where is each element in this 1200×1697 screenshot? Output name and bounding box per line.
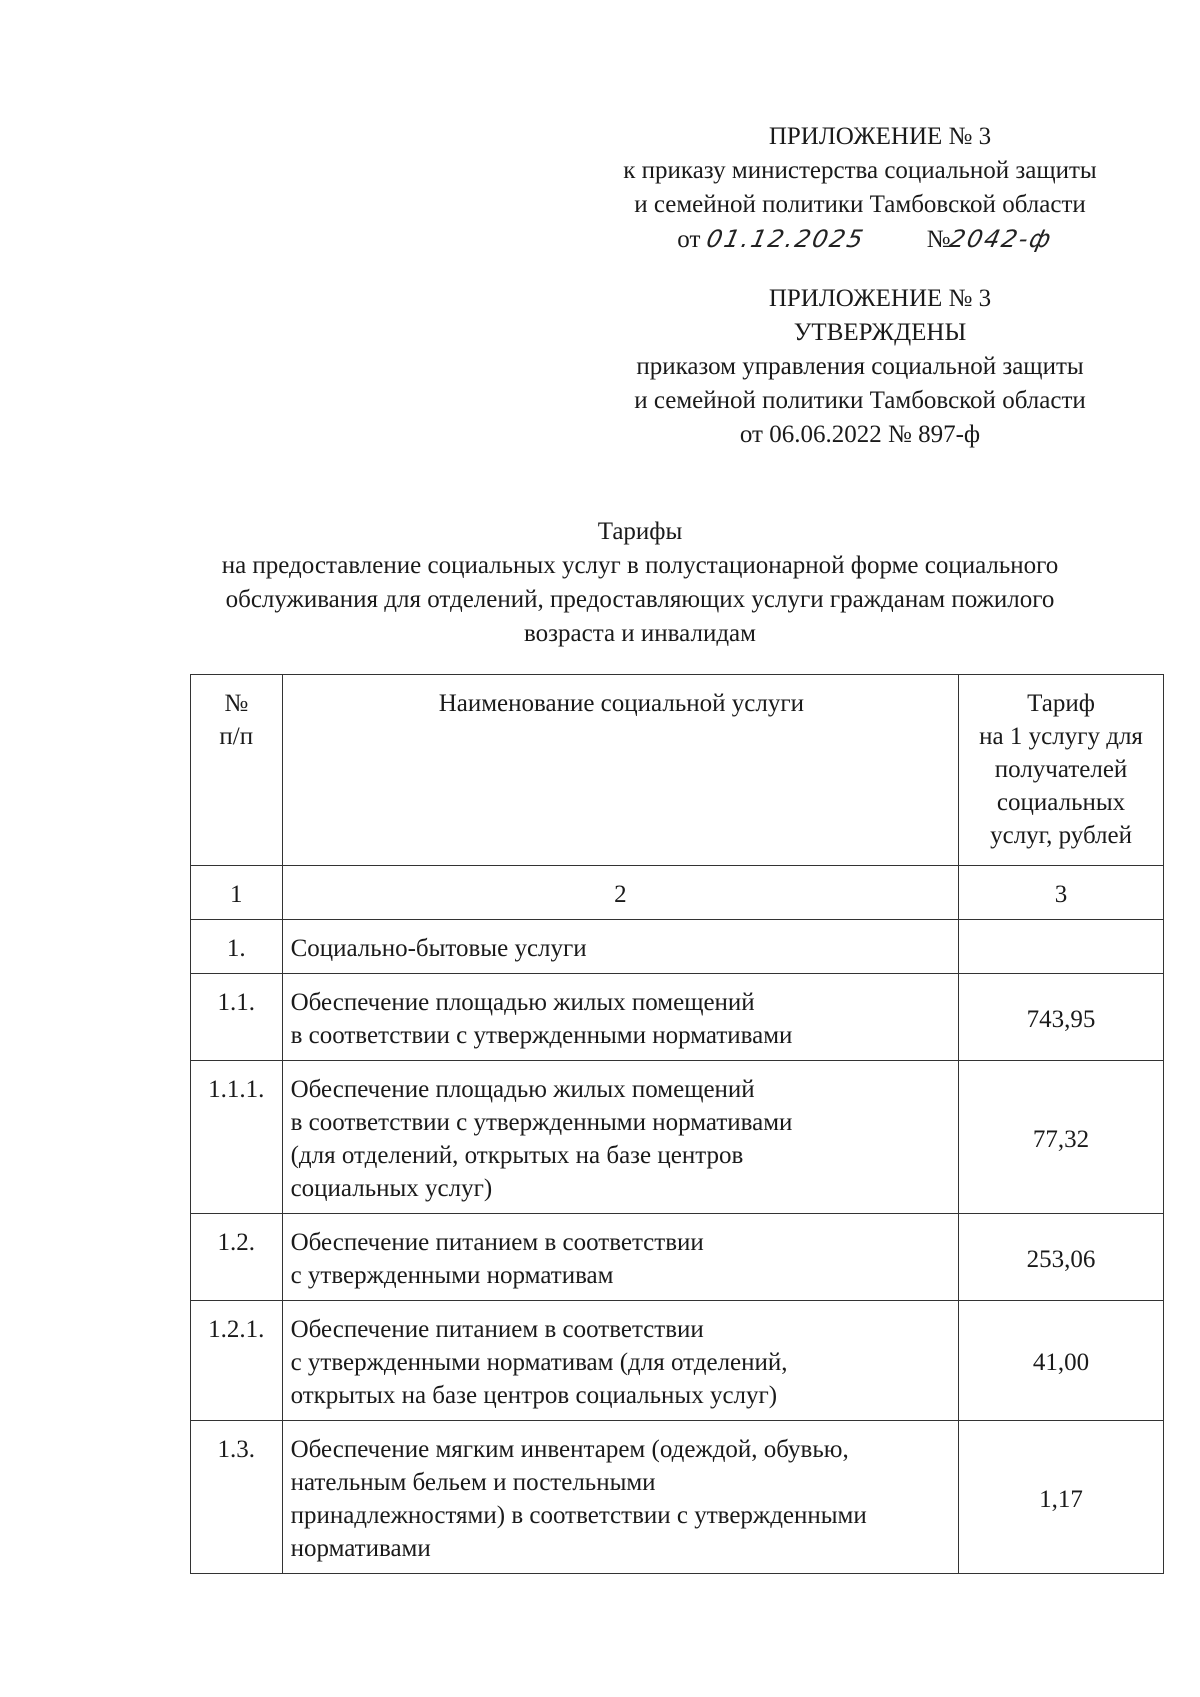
row-name: Обеспечение площадью жилых помещений в соответствии с утвержденными нормативами [282,974,959,1061]
row-tariff: 41,00 [959,1301,1164,1421]
row-tariff: 253,06 [959,1214,1164,1301]
tariffs-table [190,674,1164,1574]
table-header-row [191,675,1164,866]
number-prefix: № [926,226,951,253]
column-number: 3 [959,866,1164,920]
table-row [191,1301,1164,1421]
row-num: 1. [191,920,283,974]
table-row [191,1061,1164,1214]
table-row [191,974,1164,1061]
original-appendix-title: ПРИЛОЖЕНИЕ № 3 [768,285,992,312]
row-num: 1.1.1. [191,1061,283,1214]
column-number: 1 [191,866,283,920]
header-name: Наименование социальной услуги [282,675,959,866]
row-name: Социально-бытовые услуги [282,920,959,974]
header-tariff: Тариф на 1 услугу для получателей социальных услуг, рублей [959,675,1164,866]
current-appendix-header [590,120,1130,257]
date-prefix: от [677,226,701,253]
row-name: Обеспечение питанием в соответствии с утвержденными нормативам (для отделений, открытых на базе центров социальных услуг) [282,1301,959,1421]
document-title [190,515,1090,651]
table-row [191,1421,1164,1574]
row-tariff [959,920,1164,974]
column-number: 2 [282,866,959,920]
current-order-line-1: к приказу министерства социальной защиты [623,157,1097,184]
original-order-line-2: и семейной политики Тамбовской области [634,387,1086,414]
handwritten-date: 01.12.2025 [703,225,868,253]
title-line-1: на предоставление социальных услуг в полустационарной форме социального [221,552,1059,579]
approved-label: УТВЕРЖДЕНЫ [793,319,967,346]
current-order-date-line [600,222,1130,257]
handwritten-number: 2042-ф [947,225,1056,253]
row-num: 1.2.1. [191,1301,283,1421]
title-line-3: возраста и инвалидам [524,620,756,647]
title-line-2: обслуживания для отделений, предоставляющих услуги гражданам пожилого [225,586,1055,613]
title-heading: Тарифы [597,518,683,545]
original-order-line-1: приказом управления социальной защиты [636,353,1084,380]
table-row [191,1214,1164,1301]
column-numbers-row [191,866,1164,920]
row-name: Обеспечение мягким инвентарем (одеждой, обувью, нательным бельем и постельными принадлежностями) в соответствии с утвержденными нормативами [282,1421,959,1574]
table-row [191,920,1164,974]
current-appendix-title: ПРИЛОЖЕНИЕ № 3 [768,123,992,150]
original-order-line-3: от 06.06.2022 № 897-ф [739,421,981,448]
current-order-line-2: и семейной политики Тамбовской области [634,191,1086,218]
row-tariff: 743,95 [959,974,1164,1061]
header-num: № п/п [191,675,283,866]
original-appendix-header [590,282,1130,452]
row-tariff: 1,17 [959,1421,1164,1574]
row-name: Обеспечение питанием в соответствии с утвержденными нормативам [282,1214,959,1301]
row-num: 1.1. [191,974,283,1061]
row-name: Обеспечение площадью жилых помещений в соответствии с утвержденными нормативами (для отделений, открытых на базе центров социальных услуг) [282,1061,959,1214]
row-num: 1.2. [191,1214,283,1301]
row-tariff: 77,32 [959,1061,1164,1214]
row-num: 1.3. [191,1421,283,1574]
